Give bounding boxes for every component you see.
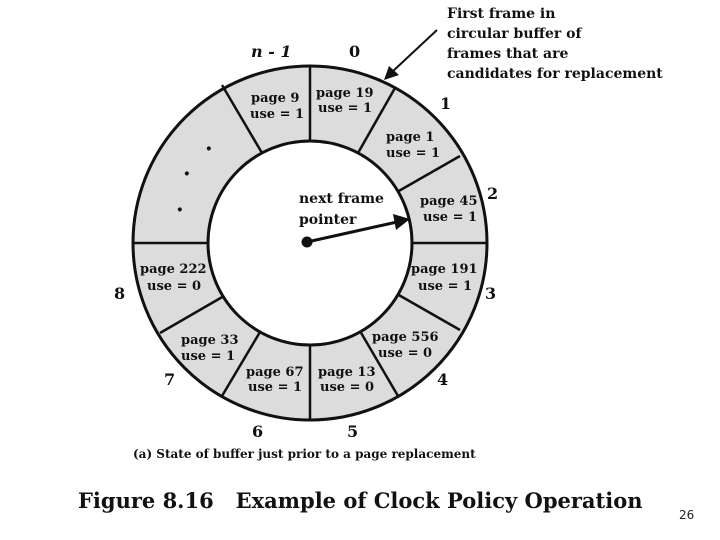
index-0: 0 <box>349 42 361 61</box>
frame-2-use: use = 1 <box>423 210 478 225</box>
index-2: 2 <box>487 184 499 203</box>
index-6: 6 <box>252 422 264 441</box>
frame-1-use: use = 1 <box>386 146 441 161</box>
callout-line-2: circular buffer of <box>447 26 582 42</box>
index-5: 5 <box>347 422 359 441</box>
index-8: 8 <box>114 284 126 303</box>
index-7: 7 <box>164 370 176 389</box>
ellipsis-dot-1: · <box>205 136 213 162</box>
subcaption: (a) State of buffer just prior to a page replacement <box>133 447 476 461</box>
frame-8-page: page 222 <box>140 262 207 277</box>
frame-4-page: page 556 <box>372 330 439 345</box>
index-4: 4 <box>437 370 449 389</box>
frame-7-use: use = 1 <box>181 349 236 364</box>
frame-9-use: use = 1 <box>250 107 305 122</box>
frame-6-use: use = 1 <box>248 380 303 395</box>
figure-caption: Figure 8.16 Example of Clock Policy Operation <box>78 488 643 513</box>
frame-0-page: page 19 <box>316 86 374 101</box>
index-1: 1 <box>440 94 452 113</box>
index-n-minus-1: n - 1 <box>251 42 292 61</box>
ellipsis-dot-2: · <box>183 161 191 187</box>
frame-4-use: use = 0 <box>378 346 433 361</box>
frame-6-page: page 67 <box>246 365 304 380</box>
frame-5-use: use = 0 <box>320 380 375 395</box>
pointer-label-line-2: pointer <box>299 212 357 228</box>
frame-5-page: page 13 <box>318 365 376 380</box>
ellipsis-dot-3: · <box>176 197 184 223</box>
callout-arrow-shaft <box>392 30 437 72</box>
slide-page-number: 26 <box>679 508 695 522</box>
pointer-label-line-1: next frame <box>299 191 384 207</box>
frame-1-page: page 1 <box>386 130 435 145</box>
callout-line-3: frames that are <box>447 46 569 62</box>
frame-2-page: page 45 <box>420 194 478 209</box>
frame-8-use: use = 0 <box>147 279 202 294</box>
callout-line-4: candidates for replacement <box>447 66 663 82</box>
callout-line-1: First frame in <box>447 6 556 22</box>
frame-3-page: page 191 <box>411 262 478 277</box>
frame-9-page: page 9 <box>251 91 300 106</box>
index-3: 3 <box>485 284 497 303</box>
frame-0-use: use = 1 <box>318 101 373 116</box>
frame-3-use: use = 1 <box>418 279 473 294</box>
frame-7-page: page 33 <box>181 333 239 348</box>
